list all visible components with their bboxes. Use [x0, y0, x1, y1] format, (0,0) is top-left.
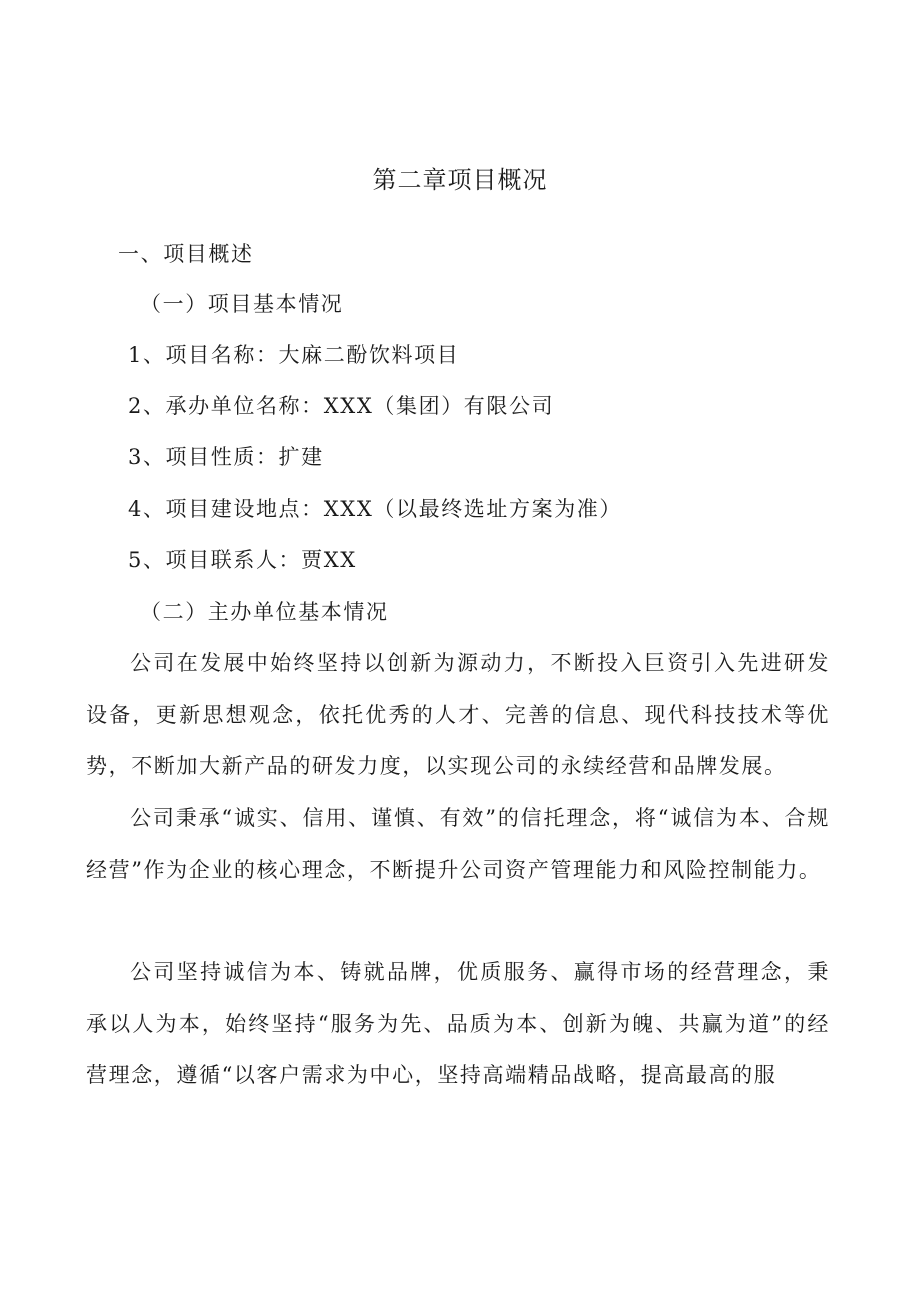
info-item-project-name: 1、项目名称：大麻二酚饮料项目 — [128, 343, 460, 367]
subsection-heading-basic-info: （一）项目基本情况 — [140, 292, 344, 316]
info-item-contact: 5、项目联系人：贾XX — [128, 548, 357, 572]
info-item-location: 4、项目建设地点：XXX（以最终选址方案为准） — [128, 497, 623, 521]
paragraph-business-philosophy: 公司坚持诚信为本、铸就品牌，优质服务、赢得市场的经营理念，秉承以人为本，始终坚持“服务为先、品质为本、创新为魄、共赢为道”的经营理念，遵循“以客户需求为中心，坚持高端精品战略，提高最高的服 — [86, 960, 830, 1087]
info-item-organizer: 2、承办单位名称：XXX（集团）有限公司 — [128, 394, 555, 418]
paragraph-innovation: 公司在发展中始终坚持以创新为源动力，不断投入巨资引入先进研发设备，更新思想观念，依托优秀的人才、完善的信息、现代科技技术等优势，不断加大新产品的研发力度，以实现公司的永续经营和品牌发展。 — [86, 651, 830, 778]
section-heading-overview: 一、项目概述 — [118, 242, 254, 266]
chapter-title: 第二章项目概况 — [372, 166, 548, 194]
paragraph-trust-philosophy: 公司秉承“诚实、信用、谨慎、有效”的信托理念，将“诚信为本、合规经营”作为企业的核心理念，不断提升公司资产管理能力和风险控制能力。 — [86, 806, 830, 882]
subsection-heading-organizer-info: （二）主办单位基本情况 — [140, 600, 389, 624]
info-item-project-nature: 3、项目性质：扩建 — [128, 445, 324, 469]
